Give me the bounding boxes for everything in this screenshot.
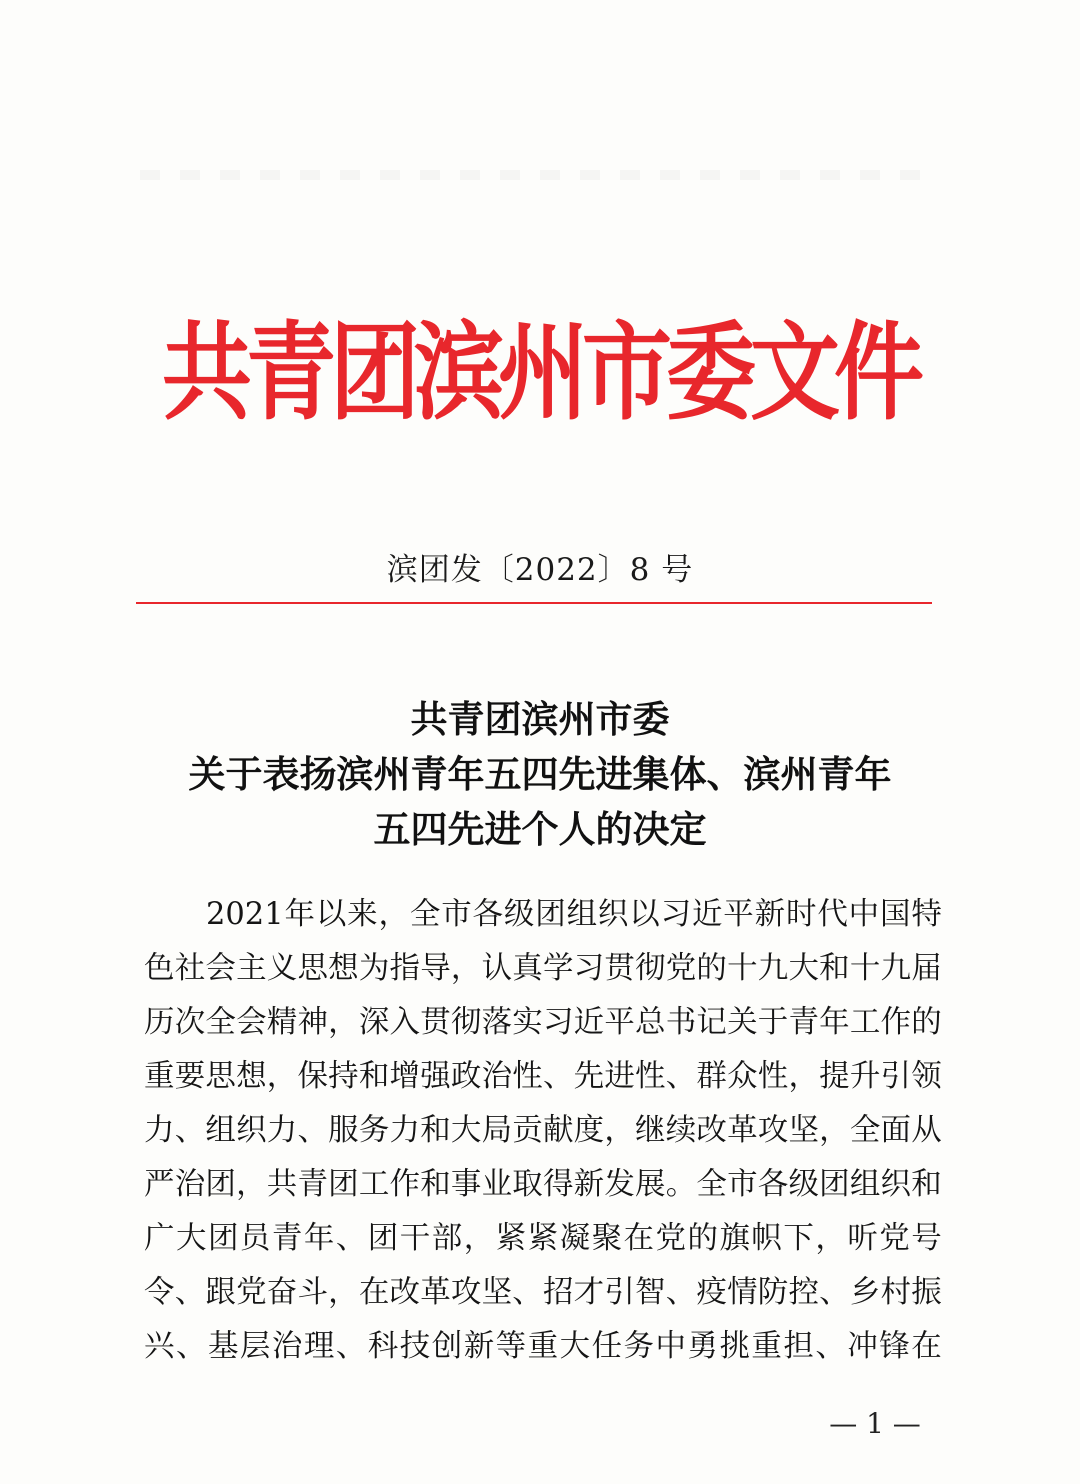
body-line: 历 次 全 会 精 神 ， 深 入 贯 彻 落 实 习 近 平 总 书 记 关 于 青 年 工 作 的 [144,1005,942,1040]
page-number: — 1 — [829,1407,921,1440]
document-title [0,692,1080,857]
body-line: 严 治 团 ， 共 青 团 工 作 和 事 业 取 得 新 发 展 。 全 市 各 级 团 组 织 和 [144,1167,942,1202]
title-line-3: 五四先进个人的决定 [373,808,707,851]
body-line: 广 大 团 员 青 年 、 团 干 部 ， 紧 紧 凝 聚 在 党 的 旗 帜 下 ， 听 党 号 [144,1221,942,1256]
body-line: 重 要 思 想 ， 保 持 和 增 强 政 治 性 、 先 进 性 、 群 众 性 ， 提 升 引 领 [144,1059,942,1094]
document-number: 滨团发〔2022〕8 号 [386,552,694,588]
body-line: 力 、 组 织 力 、 服 务 力 和 大 局 贡 献 度 ， 继 续 改 革 攻 坚 ， 全 面 从 [144,1113,942,1148]
body-line: 令 、 跟 党 奋 斗 ， 在 改 革 攻 坚 、 招 才 引 智 、 疫 情 防 控 、 乡 村 振 [144,1275,942,1310]
red-header-title: 共青团滨州市委文件 [162,310,918,436]
body-text [144,888,942,1374]
body-line: 2021 年 以 来 ， 全 市 各 级 团 组 织 以 习 近 平 新 时 代 中 国 特 [206,897,942,932]
body-line: 兴 、 基 层 治 理 、 科 技 创 新 等 重 大 任 务 中 勇 挑 重 担 、 冲 锋 在 [144,1329,942,1364]
scan-artifact [140,170,940,180]
title-line-1: 共青团滨州市委 [410,698,670,741]
body-line: 色 社 会 主 义 思 想 为 指 导 ， 认 真 学 习 贯 彻 党 的 十 九 大 和 十 九 届 [144,951,942,986]
red-divider-rule [136,602,932,604]
title-line-2: 关于表扬滨州青年五四先进集体、滨州青年 [188,753,892,796]
